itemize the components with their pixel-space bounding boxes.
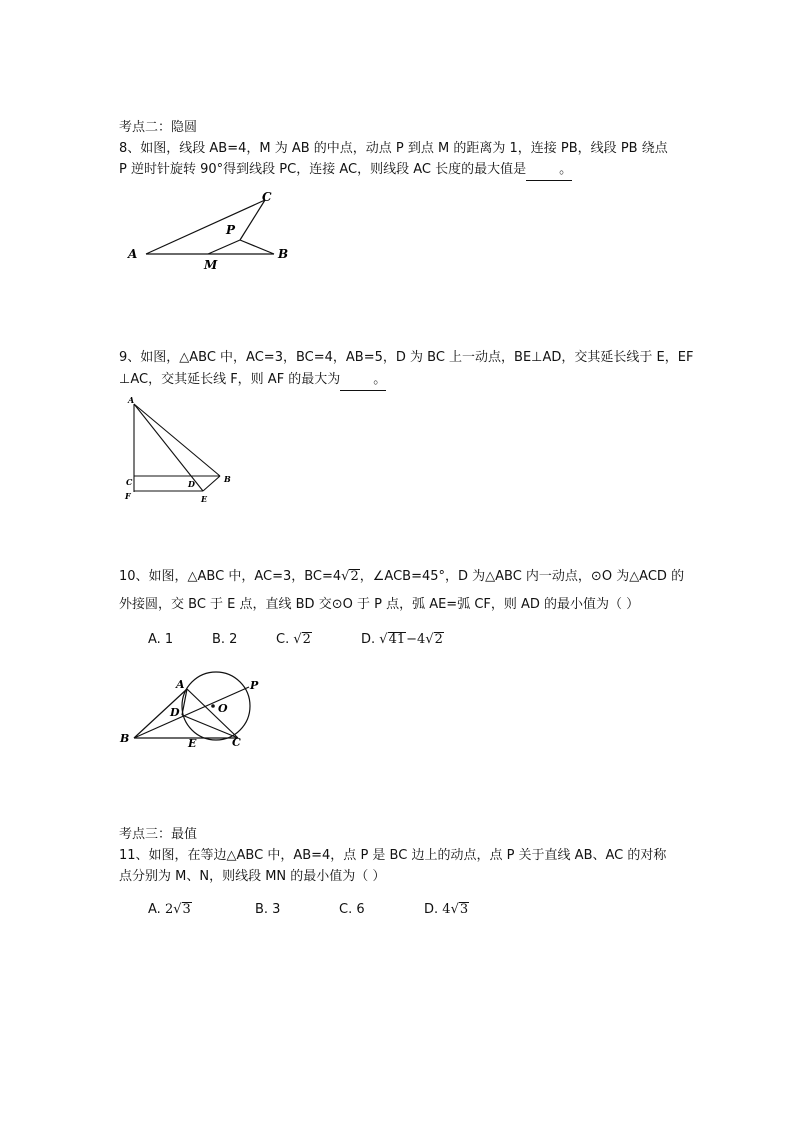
q11-option-a-radicand: 3 — [182, 902, 191, 917]
q11-option-d-radical-sign: √ — [450, 902, 459, 917]
q10-radical-sign: √ — [341, 569, 350, 584]
q10-text-line1-b: ，∠ACB=45°，D 为△ABC 内一动点，⊙O 为△ACD 的 — [359, 569, 685, 584]
q10-segment-dc — [182, 715, 238, 738]
q10-option-c-prefix: C. — [276, 632, 290, 647]
q8-label-c: C — [262, 190, 272, 204]
q10-label-a: A — [176, 678, 185, 691]
q8-segment-pb — [240, 240, 274, 254]
q10-label-b: B — [120, 732, 130, 745]
q11-option-d — [424, 900, 469, 920]
q10-option-d-radicand-2: 2 — [434, 632, 443, 647]
q11-option-a — [148, 900, 192, 920]
q11-option-d-prefix: D. — [424, 902, 439, 917]
q11-option-a-prefix: A. — [148, 902, 161, 917]
q8-figure — [120, 188, 300, 278]
q10-label-e: E — [188, 737, 197, 750]
q9-text-line2 — [119, 370, 386, 391]
q10-option-d-radicand-1: 41 — [388, 632, 406, 647]
section-title-hidden-circle: 考点二：隐圆 — [119, 120, 198, 135]
q8-text-line2 — [119, 160, 572, 181]
q10-text-line1 — [119, 567, 684, 587]
q8-segment-ac — [146, 200, 265, 254]
q10-text-line1-a: 10、如图，△ABC 中，AC=3，BC=4 — [119, 569, 342, 584]
q10-option-a: A. 1 — [148, 632, 174, 647]
q11-option-b: B. 3 — [255, 902, 281, 917]
q11-option-c: C. 6 — [339, 902, 365, 917]
q10-option-b: B. 2 — [212, 632, 238, 647]
q11-text-line2: 点分别为 M、N，则线段 MN 的最小值为（ ） — [119, 869, 386, 884]
q9-segment-be — [203, 476, 220, 491]
q9-label-e: E — [201, 494, 208, 504]
q10-center-o — [211, 704, 215, 708]
q10-option-c-radicand: 2 — [302, 632, 311, 647]
q11-option-a-coef: 2 — [164, 902, 174, 917]
q11-option-a-radical-sign: √ — [173, 902, 182, 917]
q10-option-d-prefix: D. — [361, 632, 376, 647]
q10-text-line2: 外接圆，交 BC 于 E 点，直线 BD 交⊙O 于 P 点，弧 AE=弧 CF，则 AD 的最小值为（ ） — [119, 597, 640, 612]
q10-option-d-radical-sign-2: √ — [425, 632, 434, 647]
q10-radicand-bc: 2 — [350, 569, 359, 584]
q10-figure — [118, 668, 268, 753]
q8-segment-mp — [208, 240, 240, 254]
q10-segment-ac — [187, 689, 238, 738]
q8-text-line1: 8、如图，线段 AB=4，M 为 AB 的中点，动点 P 到点 M 的距离为 1，连接 PB，线段 PB 绕点 — [119, 141, 668, 156]
q9-label-c: C — [126, 477, 133, 487]
q9-label-d: D — [188, 479, 195, 489]
section-title-extremum: 考点三：最值 — [119, 827, 198, 842]
q9-label-f: F — [125, 491, 131, 501]
q9-text-line1: 9、如图，△ABC 中，AC=3，BC=4，AB=5，D 为 BC 上一动点，BE⊥AD，交其延长线于 E，EF — [119, 350, 694, 365]
q11-text-line1: 11、如图，在等边△ABC 中，AB=4，点 P 是 BC 边上的动点，点 P 关于直线 AB、AC 的对称 — [119, 848, 667, 863]
q9-figure — [120, 394, 240, 506]
q10-option-d — [361, 630, 444, 650]
q10-circle-o — [182, 672, 250, 740]
q11-option-d-coef: 4 — [442, 902, 451, 917]
q10-option-c — [276, 630, 312, 650]
q10-label-p: P — [250, 679, 259, 692]
q9-answer-blank: 。 — [340, 370, 386, 391]
q10-option-c-radical-sign: √ — [293, 632, 302, 647]
q10-label-o: O — [218, 702, 228, 715]
q8-answer-blank: 。 — [526, 160, 572, 181]
q10-option-d-radical-sign-1: √ — [379, 632, 388, 647]
q9-text-line2-content: ⊥AC，交其延长线 F，则 AF 的最大为 — [119, 372, 341, 387]
q10-label-d: D — [170, 706, 180, 719]
q9-label-b: B — [224, 474, 231, 484]
q8-label-p: P — [226, 223, 236, 237]
q9-segment-ae — [134, 404, 203, 491]
q9-label-a: A — [128, 395, 135, 405]
q10-label-c: C — [232, 736, 241, 749]
q8-text-line2-content: P 逆时针旋转 90°得到线段 PC，连接 AC，则线段 AC 长度的最大值是 — [119, 162, 527, 177]
q8-label-m: M — [204, 258, 218, 272]
q8-label-b: B — [278, 247, 289, 261]
q11-option-d-radicand: 3 — [459, 902, 469, 917]
q8-label-a: A — [128, 247, 138, 261]
q10-option-d-minus: −4 — [406, 632, 426, 647]
q9-segment-ab — [134, 404, 220, 476]
